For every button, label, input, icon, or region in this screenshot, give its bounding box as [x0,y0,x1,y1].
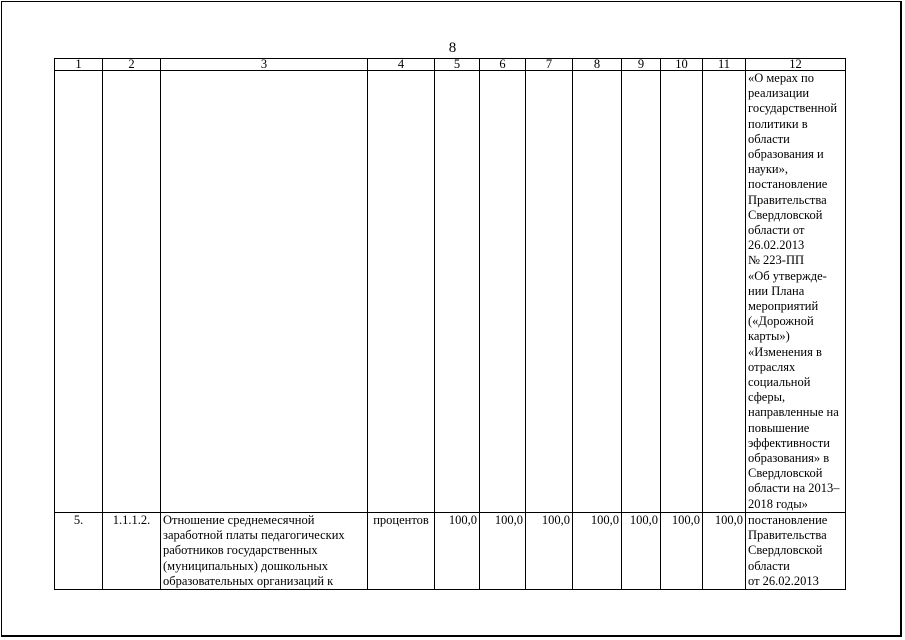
legal-basis-line: постановление [748,512,828,527]
indicator-name-line: образовательных организаций к [163,573,334,588]
table-cell [622,71,661,513]
table-cell [368,71,435,513]
legal-basis-line: Свердловской [748,207,823,222]
table-row [55,71,846,513]
legal-basis-line: направленные на [748,405,839,420]
value-cell: 100,0 [435,512,480,589]
legal-basis-line: сферы, [748,390,786,405]
table-cell [103,71,161,513]
page-number: 8 [448,40,457,56]
legal-basis-line: Правительства [748,192,827,207]
legal-basis-line: («Дорожной [748,314,814,329]
row-code-cell: 1.1.1.2. [103,512,161,589]
legal-basis-line: государственной [748,101,838,116]
value-cell: 100,0 [622,512,661,589]
table-cell [703,71,746,513]
legal-basis-line: 2018 годы» [748,496,808,511]
header-cell: 1 [55,59,103,71]
table-row [55,512,846,589]
table-cell [435,71,480,513]
legal-basis-cell [746,512,846,589]
legal-basis-line: реализации [748,86,810,101]
header-cell: 12 [746,59,846,71]
table-cell [55,71,103,513]
table-cell [480,71,526,513]
value-cell: 100,0 [703,512,746,589]
legal-basis-line: образования и [748,147,824,162]
indicator-name-cell [161,512,368,589]
legal-basis-line: области на 2013– [748,481,840,496]
value-cell: 100,0 [480,512,526,589]
legal-basis-line: политики в [748,116,808,131]
value-cell: 100,0 [526,512,573,589]
header-cell: 11 [703,59,746,71]
header-cell: 4 [368,59,435,71]
legal-basis-line: образования» в [748,451,830,466]
legal-basis-line: «Об утвержде- [748,268,827,283]
header-cell: 8 [573,59,622,71]
legal-basis-cell [746,71,846,513]
indicator-name-line: заработной платы педагогических [163,528,345,543]
indicator-name-line: Отношение среднемесячной [163,512,315,527]
legal-basis-line: мероприятий [748,299,819,314]
value-cell: 100,0 [573,512,622,589]
header-cell: 7 [526,59,573,71]
legal-basis-line: области [748,558,790,573]
legal-basis-line: нии Плана [748,283,805,298]
legal-basis-line: области от [748,223,805,238]
legal-basis-line: «О мерах по [748,71,814,85]
table-cell [573,71,622,513]
legal-basis-line: социальной [748,375,811,390]
legal-basis-line: отраслях [748,359,796,374]
header-cell: 5 [435,59,480,71]
header-cell: 9 [622,59,661,71]
table-cell [526,71,573,513]
legal-basis-line: Свердловской [748,543,823,558]
legal-basis-line: Свердловской [748,466,823,481]
unit-cell: процентов [368,512,435,589]
header-cell: 6 [480,59,526,71]
legal-basis-line: области [748,131,790,146]
value-cell: 100,0 [661,512,703,589]
indicator-name-line: (муниципальных) дошкольных [163,558,329,573]
legal-basis-line: постановление [748,177,828,192]
legal-basis-line: № 223-ПП [748,253,805,268]
header-cell: 2 [103,59,161,71]
legal-basis-line: карты») [748,329,790,344]
table-cell [661,71,703,513]
indicator-name-line: работников государственных [163,543,318,558]
header-cell: 10 [661,59,703,71]
row-number-cell: 5. [55,512,103,589]
legal-basis-line: от 26.02.2013 [748,573,819,588]
legal-basis-line: 26.02.2013 [748,238,805,253]
legal-basis-line: эффективности [748,435,830,450]
legal-basis-line: «Изменения в [748,344,822,359]
legal-basis-line: повышение [748,420,810,435]
table-header-row [55,59,846,71]
header-cell: 3 [161,59,368,71]
data-table [54,58,846,590]
legal-basis-line: науки», [748,162,788,177]
table-cell [161,71,368,513]
legal-basis-line: Правительства [748,528,827,543]
